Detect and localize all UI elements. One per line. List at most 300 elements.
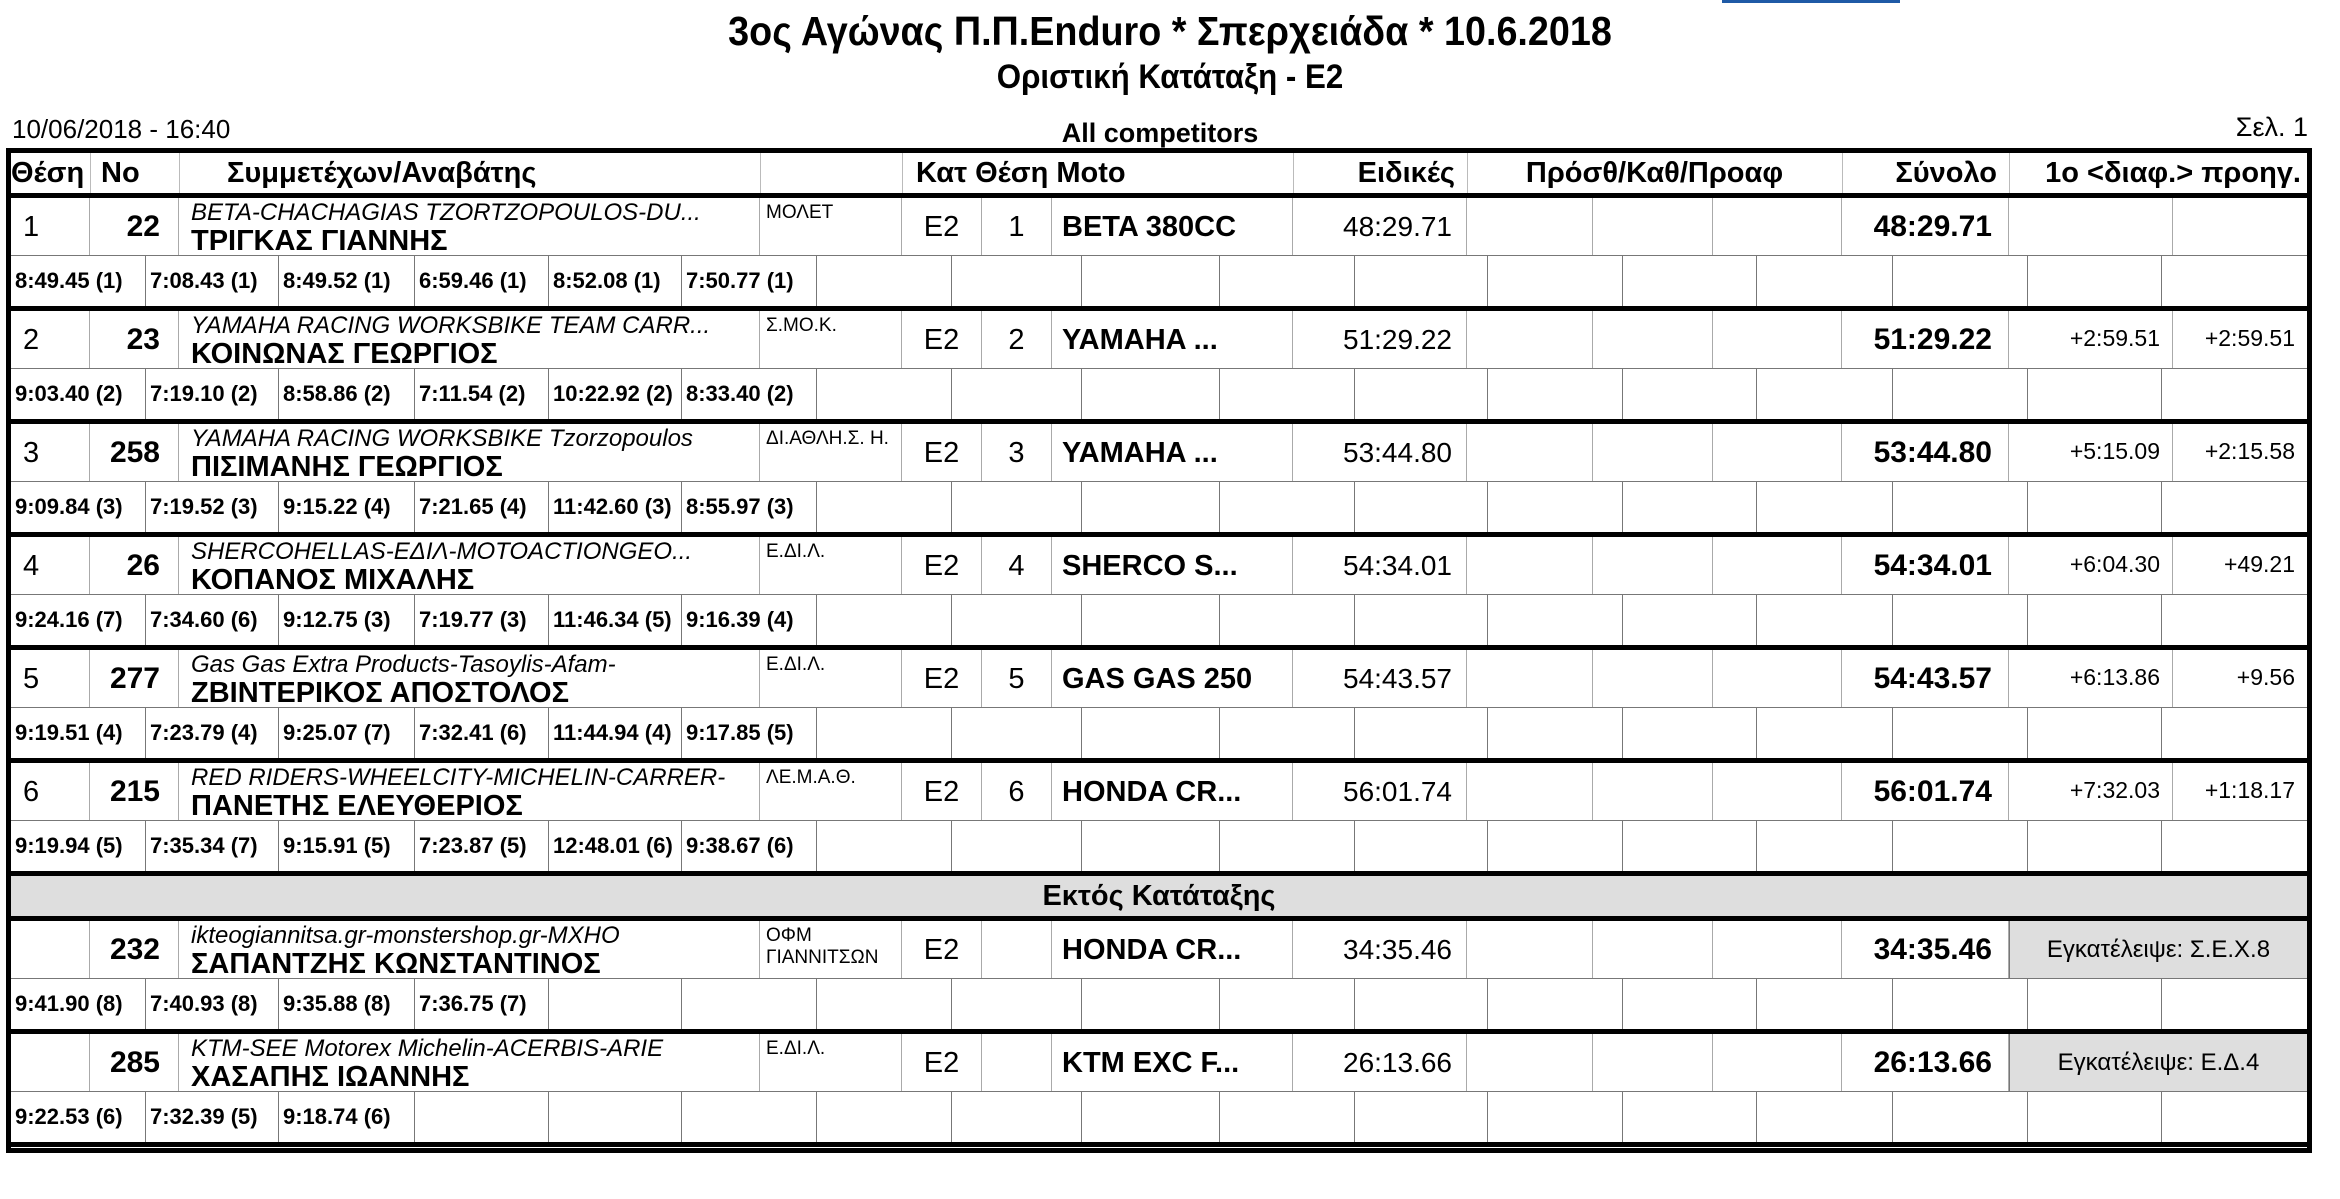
category-cell: Ε2 (902, 763, 982, 820)
bib-number-cell: 277 (90, 650, 179, 707)
divider (902, 153, 903, 193)
stage-time-cell (1220, 708, 1355, 758)
category-cell: Ε2 (902, 650, 982, 707)
stage-time-cell (817, 369, 952, 419)
stage-time-cell: 8:52.08 (1) (549, 256, 682, 306)
col-position: Θέση (11, 157, 85, 189)
club-cell: Σ.ΜΟ.Κ. (760, 311, 902, 368)
stage-time-cell (1893, 821, 2028, 871)
divider (179, 153, 180, 193)
stage-time-cell (1488, 256, 1623, 306)
motorcycle-cell: BETA 380CC (1052, 198, 1293, 255)
motorcycle-cell: YAMAHA ... (1052, 424, 1293, 481)
stage-time-cell (1893, 595, 2028, 645)
stage-time-cell: 8:58.86 (2) (279, 369, 415, 419)
stage-time-cell (1082, 821, 1220, 871)
stage-time-cell: 9:09.84 (3) (11, 482, 146, 532)
stage-times-row (11, 256, 2307, 311)
accent-bar (1722, 0, 1900, 3)
participant-cell (179, 198, 760, 255)
stage-time-cell (2028, 482, 2162, 532)
position-cell: 3 (11, 424, 90, 481)
result-main-row (11, 650, 2307, 708)
stage-time-cell: 9:24.16 (7) (11, 595, 146, 645)
stage-time-cell: 9:35.88 (8) (279, 979, 415, 1029)
stage-time-cell: 7:11.54 (2) (415, 369, 549, 419)
stage-time-cell (1893, 979, 2028, 1029)
stage-time-cell (2028, 256, 2162, 306)
stage-time-cell (1757, 979, 1893, 1029)
stage-time-cell: 7:32.39 (5) (146, 1092, 279, 1142)
stage-time-cell (1355, 979, 1488, 1029)
stage-time-cell (952, 708, 1082, 758)
stage-time-cell (952, 1092, 1082, 1142)
specials-time-cell: 26:13.66 (1293, 1034, 1467, 1091)
col-gaps: 1ο <διαφ.> προηγ. (2045, 157, 2301, 189)
participant-cell (179, 311, 760, 368)
stage-time-cell (2028, 595, 2162, 645)
participant-cell (179, 537, 760, 594)
stage-time-cell (549, 979, 682, 1029)
penalty-deducted-cell (1593, 1034, 1713, 1091)
stage-time-cell (817, 482, 952, 532)
stage-time-cell (1893, 256, 2028, 306)
stage-time-cell (1488, 708, 1623, 758)
team-name: BETA-CHACHAGIAS TZORTZOPOULOS-DU... (191, 199, 701, 226)
gap-to-first-cell: +7:32.03 (2009, 763, 2173, 820)
club-cell: Ε.ΔΙ.Λ. (760, 537, 902, 594)
position-cell: 2 (11, 311, 90, 368)
stage-time-cell (1893, 1092, 2028, 1142)
stage-time-cell (1220, 821, 1355, 871)
penalty-advance-cell (1713, 763, 1842, 820)
stage-time-cell (1220, 482, 1355, 532)
category-cell: Ε2 (902, 537, 982, 594)
penalty-deducted-cell (1593, 537, 1713, 594)
stage-time-cell (952, 256, 1082, 306)
result-row (11, 537, 2307, 650)
stage-time-cell (1623, 821, 1757, 871)
gap-to-previous-cell: +1:18.17 (2204, 777, 2295, 803)
gap-to-first-cell: +5:15.09 (2009, 424, 2173, 481)
motorcycle-cell: GAS GAS 250 (1052, 650, 1293, 707)
stage-time-cell (817, 256, 952, 306)
retired-status-cell: Εγκατέλειψε: Ε.Δ.4 (2009, 1034, 2307, 1091)
stage-times-row (11, 1092, 2307, 1147)
stage-time-cell (1355, 369, 1488, 419)
team-name: RED RIDERS-WHEELCITY-MICHELIN-CARRER- (191, 764, 726, 791)
motorcycle-cell: SHERCO S... (1052, 537, 1293, 594)
stage-time-cell (1220, 1092, 1355, 1142)
category-position-cell: 2 (982, 311, 1052, 368)
stage-time-cell: 9:03.40 (2) (11, 369, 146, 419)
stage-time-cell: 7:23.87 (5) (415, 821, 549, 871)
category-cell: Ε2 (902, 1034, 982, 1091)
stage-time-cell (1220, 369, 1355, 419)
gap-to-previous-cell: +49.21 (2224, 551, 2295, 577)
stage-times-row (11, 595, 2307, 650)
stage-time-cell: 12:48.01 (6) (549, 821, 682, 871)
total-time-cell: 54:34.01 (1842, 537, 2009, 594)
club-cell: Ε.ΔΙ.Λ. (760, 650, 902, 707)
bib-number-cell: 215 (90, 763, 179, 820)
gap-to-previous-cell (2173, 198, 2307, 255)
stage-time-cell (1488, 369, 1623, 419)
gap-to-previous-cell: +2:59.51 (2204, 325, 2295, 351)
results-table (6, 148, 2312, 1153)
gap-to-first-cell (2009, 198, 2173, 255)
stage-time-cell (2162, 482, 2307, 532)
page-subtitle: Οριστική Κατάταξη - Ε2 (996, 58, 1344, 96)
penalty-deducted-cell (1593, 650, 1713, 707)
rider-name: ΚΟΠΑΝΟΣ ΜΙΧΑΛΗΣ (191, 564, 475, 594)
stage-time-cell (1355, 595, 1488, 645)
participant-cell (179, 1034, 760, 1091)
penalty-added-cell (1467, 650, 1593, 707)
stage-time-cell (1220, 595, 1355, 645)
result-row (11, 198, 2307, 311)
stage-time-cell (1355, 1092, 1488, 1142)
col-category-position-moto: Κατ Θέση Moto (916, 157, 1126, 189)
stage-time-cell (817, 595, 952, 645)
result-row (11, 921, 2307, 1034)
stage-time-cell (952, 369, 1082, 419)
stage-time-cell (1757, 708, 1893, 758)
penalty-added-cell (1467, 1034, 1593, 1091)
stage-time-cell: 7:19.10 (2) (146, 369, 279, 419)
stage-time-cell (2162, 1092, 2307, 1142)
position-cell: 5 (11, 650, 90, 707)
penalty-deducted-cell (1593, 424, 1713, 481)
stage-time-cell: 7:40.93 (8) (146, 979, 279, 1029)
stage-time-cell: 8:49.45 (1) (11, 256, 146, 306)
rider-name: ΖΒΙΝΤΕΡΙΚΟΣ ΑΠΟΣΤΟΛΟΣ (191, 677, 570, 707)
stage-time-cell: 7:36.75 (7) (415, 979, 549, 1029)
specials-time-cell: 54:34.01 (1293, 537, 1467, 594)
stage-time-cell: 9:18.74 (6) (279, 1092, 415, 1142)
stage-time-cell (1623, 369, 1757, 419)
stage-time-cell (2028, 1092, 2162, 1142)
result-main-row (11, 537, 2307, 595)
stage-time-cell: 7:21.65 (4) (415, 482, 549, 532)
rider-name: ΤΡΙΓΚΑΣ ΓΙΑΝΝΗΣ (191, 225, 448, 255)
result-row (11, 650, 2307, 763)
stage-time-cell (682, 979, 817, 1029)
filter-label: All competitors (1061, 118, 1259, 148)
total-time-cell: 53:44.80 (1842, 424, 2009, 481)
motorcycle-cell: KTM EXC F... (1052, 1034, 1293, 1091)
stage-time-cell (952, 979, 1082, 1029)
participant-cell (179, 763, 760, 820)
category-cell: Ε2 (902, 424, 982, 481)
penalty-advance-cell (1713, 650, 1842, 707)
stage-time-cell (682, 1092, 817, 1142)
result-row (11, 1034, 2307, 1147)
penalty-advance-cell (1713, 1034, 1842, 1091)
position-cell: 4 (11, 537, 90, 594)
result-main-row (11, 921, 2307, 979)
stage-time-cell: 8:55.97 (3) (682, 482, 817, 532)
result-main-row (11, 311, 2307, 369)
stage-time-cell (2162, 821, 2307, 871)
rider-name: ΧΑΣΑΠΗΣ ΙΩΑΝΝΗΣ (191, 1061, 470, 1091)
stage-time-cell (1893, 369, 2028, 419)
stage-time-cell (1757, 821, 1893, 871)
category-position-cell: 5 (982, 650, 1052, 707)
specials-time-cell: 56:01.74 (1293, 763, 1467, 820)
bib-number-cell: 285 (90, 1034, 179, 1091)
penalty-advance-cell (1713, 537, 1842, 594)
stage-time-cell (817, 979, 952, 1029)
divider (760, 153, 761, 193)
penalty-added-cell (1467, 311, 1593, 368)
specials-time-cell: 54:43.57 (1293, 650, 1467, 707)
club-cell: ΔΙ.ΑΘΛΗ.Σ. Η. (760, 424, 902, 481)
club-cell: ΛΕ.Μ.Α.Θ. (760, 763, 902, 820)
gap-to-previous-cell: +2:15.58 (2204, 438, 2295, 464)
penalty-added-cell (1467, 763, 1593, 820)
stage-time-cell: 9:16.39 (4) (682, 595, 817, 645)
penalty-deducted-cell (1593, 921, 1713, 978)
total-time-cell: 51:29.22 (1842, 311, 2009, 368)
stage-time-cell: 9:19.94 (5) (11, 821, 146, 871)
category-cell: Ε2 (902, 921, 982, 978)
bib-number-cell: 258 (90, 424, 179, 481)
stage-time-cell (952, 595, 1082, 645)
category-position-cell: 4 (982, 537, 1052, 594)
stage-time-cell: 7:50.77 (1) (682, 256, 817, 306)
result-main-row (11, 198, 2307, 256)
stage-time-cell: 9:12.75 (3) (279, 595, 415, 645)
stage-time-cell (2162, 708, 2307, 758)
stage-time-cell: 11:44.94 (4) (549, 708, 682, 758)
gap-to-previous-cell: +9.56 (2236, 664, 2295, 690)
penalty-added-cell (1467, 198, 1593, 255)
participant-cell (179, 650, 760, 707)
retired-status-cell: Εγκατέλειψε: Σ.Ε.Χ.8 (2009, 921, 2307, 978)
stage-time-cell (1757, 369, 1893, 419)
stage-time-cell: 7:19.52 (3) (146, 482, 279, 532)
stage-time-cell (2028, 708, 2162, 758)
stage-time-cell: 6:59.46 (1) (415, 256, 549, 306)
stage-time-cell: 9:22.53 (6) (11, 1092, 146, 1142)
stage-time-cell (1757, 1092, 1893, 1142)
stage-time-cell: 8:33.40 (2) (682, 369, 817, 419)
penalty-added-cell (1467, 921, 1593, 978)
bib-number-cell: 23 (90, 311, 179, 368)
category-position-cell: 1 (982, 198, 1052, 255)
stage-time-cell (2162, 256, 2307, 306)
specials-time-cell: 34:35.46 (1293, 921, 1467, 978)
stage-time-cell (1220, 256, 1355, 306)
rider-name: ΠΙΣΙΜΑΝΗΣ ΓΕΩΡΓΙΟΣ (191, 451, 503, 481)
stage-time-cell: 9:15.91 (5) (279, 821, 415, 871)
stage-time-cell (817, 821, 952, 871)
rider-name: ΣΑΠΑΝΤΖΗΣ ΚΩΝΣΤΑΝΤΙΝΟΣ (191, 948, 601, 978)
specials-time-cell: 53:44.80 (1293, 424, 1467, 481)
divider (90, 153, 91, 193)
result-main-row (11, 424, 2307, 482)
stage-time-cell (1355, 256, 1488, 306)
penalty-added-cell (1467, 424, 1593, 481)
result-row (11, 311, 2307, 424)
stage-times-row (11, 708, 2307, 763)
stage-times-row (11, 482, 2307, 537)
stage-time-cell (1082, 482, 1220, 532)
rider-name: ΠΑΝΕΤΗΣ ΕΛΕΥΘΕΡΙΟΣ (191, 790, 523, 820)
stage-time-cell (1355, 708, 1488, 758)
motorcycle-cell: HONDA CR... (1052, 921, 1293, 978)
stage-time-cell: 11:46.34 (5) (549, 595, 682, 645)
stage-time-cell (1082, 1092, 1220, 1142)
stage-time-cell (1082, 979, 1220, 1029)
category-position-cell (982, 1034, 1052, 1091)
stage-time-cell (1757, 482, 1893, 532)
team-name: SHERCOHELLAS-ΕΔΙΛ-MOTOACTIONGEO... (191, 538, 693, 565)
team-name: KTM-SEE Motorex Michelin-ACERBIS-ARIE (191, 1035, 664, 1062)
stage-time-cell (1757, 256, 1893, 306)
stage-time-cell (2028, 821, 2162, 871)
category-position-cell (982, 921, 1052, 978)
category-cell: Ε2 (902, 311, 982, 368)
col-participant: Συμμετέχων/Αναβάτης (227, 157, 537, 189)
stage-time-cell (2162, 369, 2307, 419)
stage-time-cell (415, 1092, 549, 1142)
position-cell: 6 (11, 763, 90, 820)
team-name: ikteogiannitsa.gr-monstershop.gr-MXHO (191, 922, 620, 949)
col-total: Σύνολο (1895, 157, 1997, 189)
report-datetime: 10/06/2018 - 16:40 (12, 114, 231, 144)
penalty-deducted-cell (1593, 311, 1713, 368)
table-header (11, 153, 2307, 198)
penalty-advance-cell (1713, 921, 1842, 978)
stage-time-cell: 7:34.60 (6) (146, 595, 279, 645)
position-cell (11, 1034, 90, 1091)
motorcycle-cell: YAMAHA ... (1052, 311, 1293, 368)
stage-time-cell (1757, 595, 1893, 645)
stage-time-cell: 7:23.79 (4) (146, 708, 279, 758)
stage-time-cell (1893, 482, 2028, 532)
unclassified-section-header: Εκτός Κατάταξης (11, 876, 2307, 921)
stage-time-cell: 7:08.43 (1) (146, 256, 279, 306)
participant-cell (179, 424, 760, 481)
stage-time-cell: 9:25.07 (7) (279, 708, 415, 758)
specials-time-cell: 48:29.71 (1293, 198, 1467, 255)
total-time-cell: 48:29.71 (1842, 198, 2009, 255)
bib-number-cell: 232 (90, 921, 179, 978)
stage-time-cell (1623, 1092, 1757, 1142)
stage-time-cell (817, 1092, 952, 1142)
result-main-row (11, 1034, 2307, 1092)
stage-time-cell: 10:22.92 (2) (549, 369, 682, 419)
stage-time-cell (1623, 708, 1757, 758)
stage-time-cell (1488, 821, 1623, 871)
club-cell: Ε.ΔΙ.Λ. (760, 1034, 902, 1091)
total-time-cell: 54:43.57 (1842, 650, 2009, 707)
penalty-added-cell (1467, 537, 1593, 594)
stage-time-cell (549, 1092, 682, 1142)
page-number: Σελ. 1 (2235, 112, 2308, 142)
stage-time-cell: 9:15.22 (4) (279, 482, 415, 532)
stage-time-cell (1488, 595, 1623, 645)
stage-time-cell: 11:42.60 (3) (549, 482, 682, 532)
position-cell (11, 921, 90, 978)
penalty-advance-cell (1713, 424, 1842, 481)
stage-time-cell (1355, 482, 1488, 532)
total-time-cell: 26:13.66 (1842, 1034, 2009, 1091)
stage-times-row (11, 821, 2307, 876)
gap-to-first-cell: +6:04.30 (2009, 537, 2173, 594)
result-row (11, 424, 2307, 537)
penalty-advance-cell (1713, 311, 1842, 368)
club-cell: ΟΦΜ ΓΙΑΝΝΙΤΣΩΝ (760, 921, 902, 978)
stage-time-cell (1082, 595, 1220, 645)
stage-time-cell (1220, 979, 1355, 1029)
stage-time-cell (2162, 595, 2307, 645)
stage-time-cell (1355, 821, 1488, 871)
stage-time-cell (817, 708, 952, 758)
stage-time-cell: 9:38.67 (6) (682, 821, 817, 871)
stage-time-cell: 7:35.34 (7) (146, 821, 279, 871)
specials-time-cell: 51:29.22 (1293, 311, 1467, 368)
stage-time-cell (2028, 979, 2162, 1029)
stage-time-cell (1488, 979, 1623, 1029)
gap-to-first-cell: +6:13.86 (2009, 650, 2173, 707)
club-cell: ΜΟΛΕΤ (760, 198, 902, 255)
stage-time-cell (2162, 979, 2307, 1029)
col-specials: Ειδικές (1357, 157, 1455, 189)
stage-time-cell (1623, 482, 1757, 532)
stage-time-cell: 9:17.85 (5) (682, 708, 817, 758)
stage-time-cell (952, 821, 1082, 871)
participant-cell (179, 921, 760, 978)
page-title: 3ος Αγώνας Π.Π.Enduro * Σπερχειάδα * 10.6.2018 (728, 8, 1612, 54)
team-name: YAMAHA RACING WORKSBIKE TEAM CARR... (191, 312, 711, 339)
stage-time-cell (1082, 708, 1220, 758)
stage-time-cell: 7:19.77 (3) (415, 595, 549, 645)
category-position-cell: 6 (982, 763, 1052, 820)
col-number: No (101, 157, 140, 189)
stage-times-row (11, 369, 2307, 424)
motorcycle-cell: HONDA CR... (1052, 763, 1293, 820)
stage-time-cell (1082, 369, 1220, 419)
stage-time-cell (1488, 482, 1623, 532)
stage-time-cell: 9:19.51 (4) (11, 708, 146, 758)
stage-time-cell: 7:32.41 (6) (415, 708, 549, 758)
bib-number-cell: 26 (90, 537, 179, 594)
category-position-cell: 3 (982, 424, 1052, 481)
stage-time-cell (1893, 708, 2028, 758)
category-cell: Ε2 (902, 198, 982, 255)
stage-time-cell (1623, 595, 1757, 645)
total-time-cell: 34:35.46 (1842, 921, 2009, 978)
total-time-cell: 56:01.74 (1842, 763, 2009, 820)
team-name: YAMAHA RACING WORKSBIKE Tzorzopoulos (191, 425, 693, 452)
rider-name: ΚΟΙΝΩΝΑΣ ΓΕΩΡΓΙΟΣ (191, 338, 498, 368)
position-cell: 1 (11, 198, 90, 255)
penalty-deducted-cell (1593, 763, 1713, 820)
gap-to-first-cell: +2:59.51 (2009, 311, 2173, 368)
stage-time-cell: 8:49.52 (1) (279, 256, 415, 306)
stage-times-row (11, 979, 2307, 1034)
result-main-row (11, 763, 2307, 821)
stage-time-cell (1488, 1092, 1623, 1142)
penalty-advance-cell (1713, 198, 1842, 255)
team-name: Gas Gas Extra Products-Tasoylis-Afam- (191, 651, 616, 678)
col-penalties: Πρόσθ/Καθ/Προαφ (1525, 157, 1784, 189)
result-row (11, 763, 2307, 876)
stage-time-cell (952, 482, 1082, 532)
